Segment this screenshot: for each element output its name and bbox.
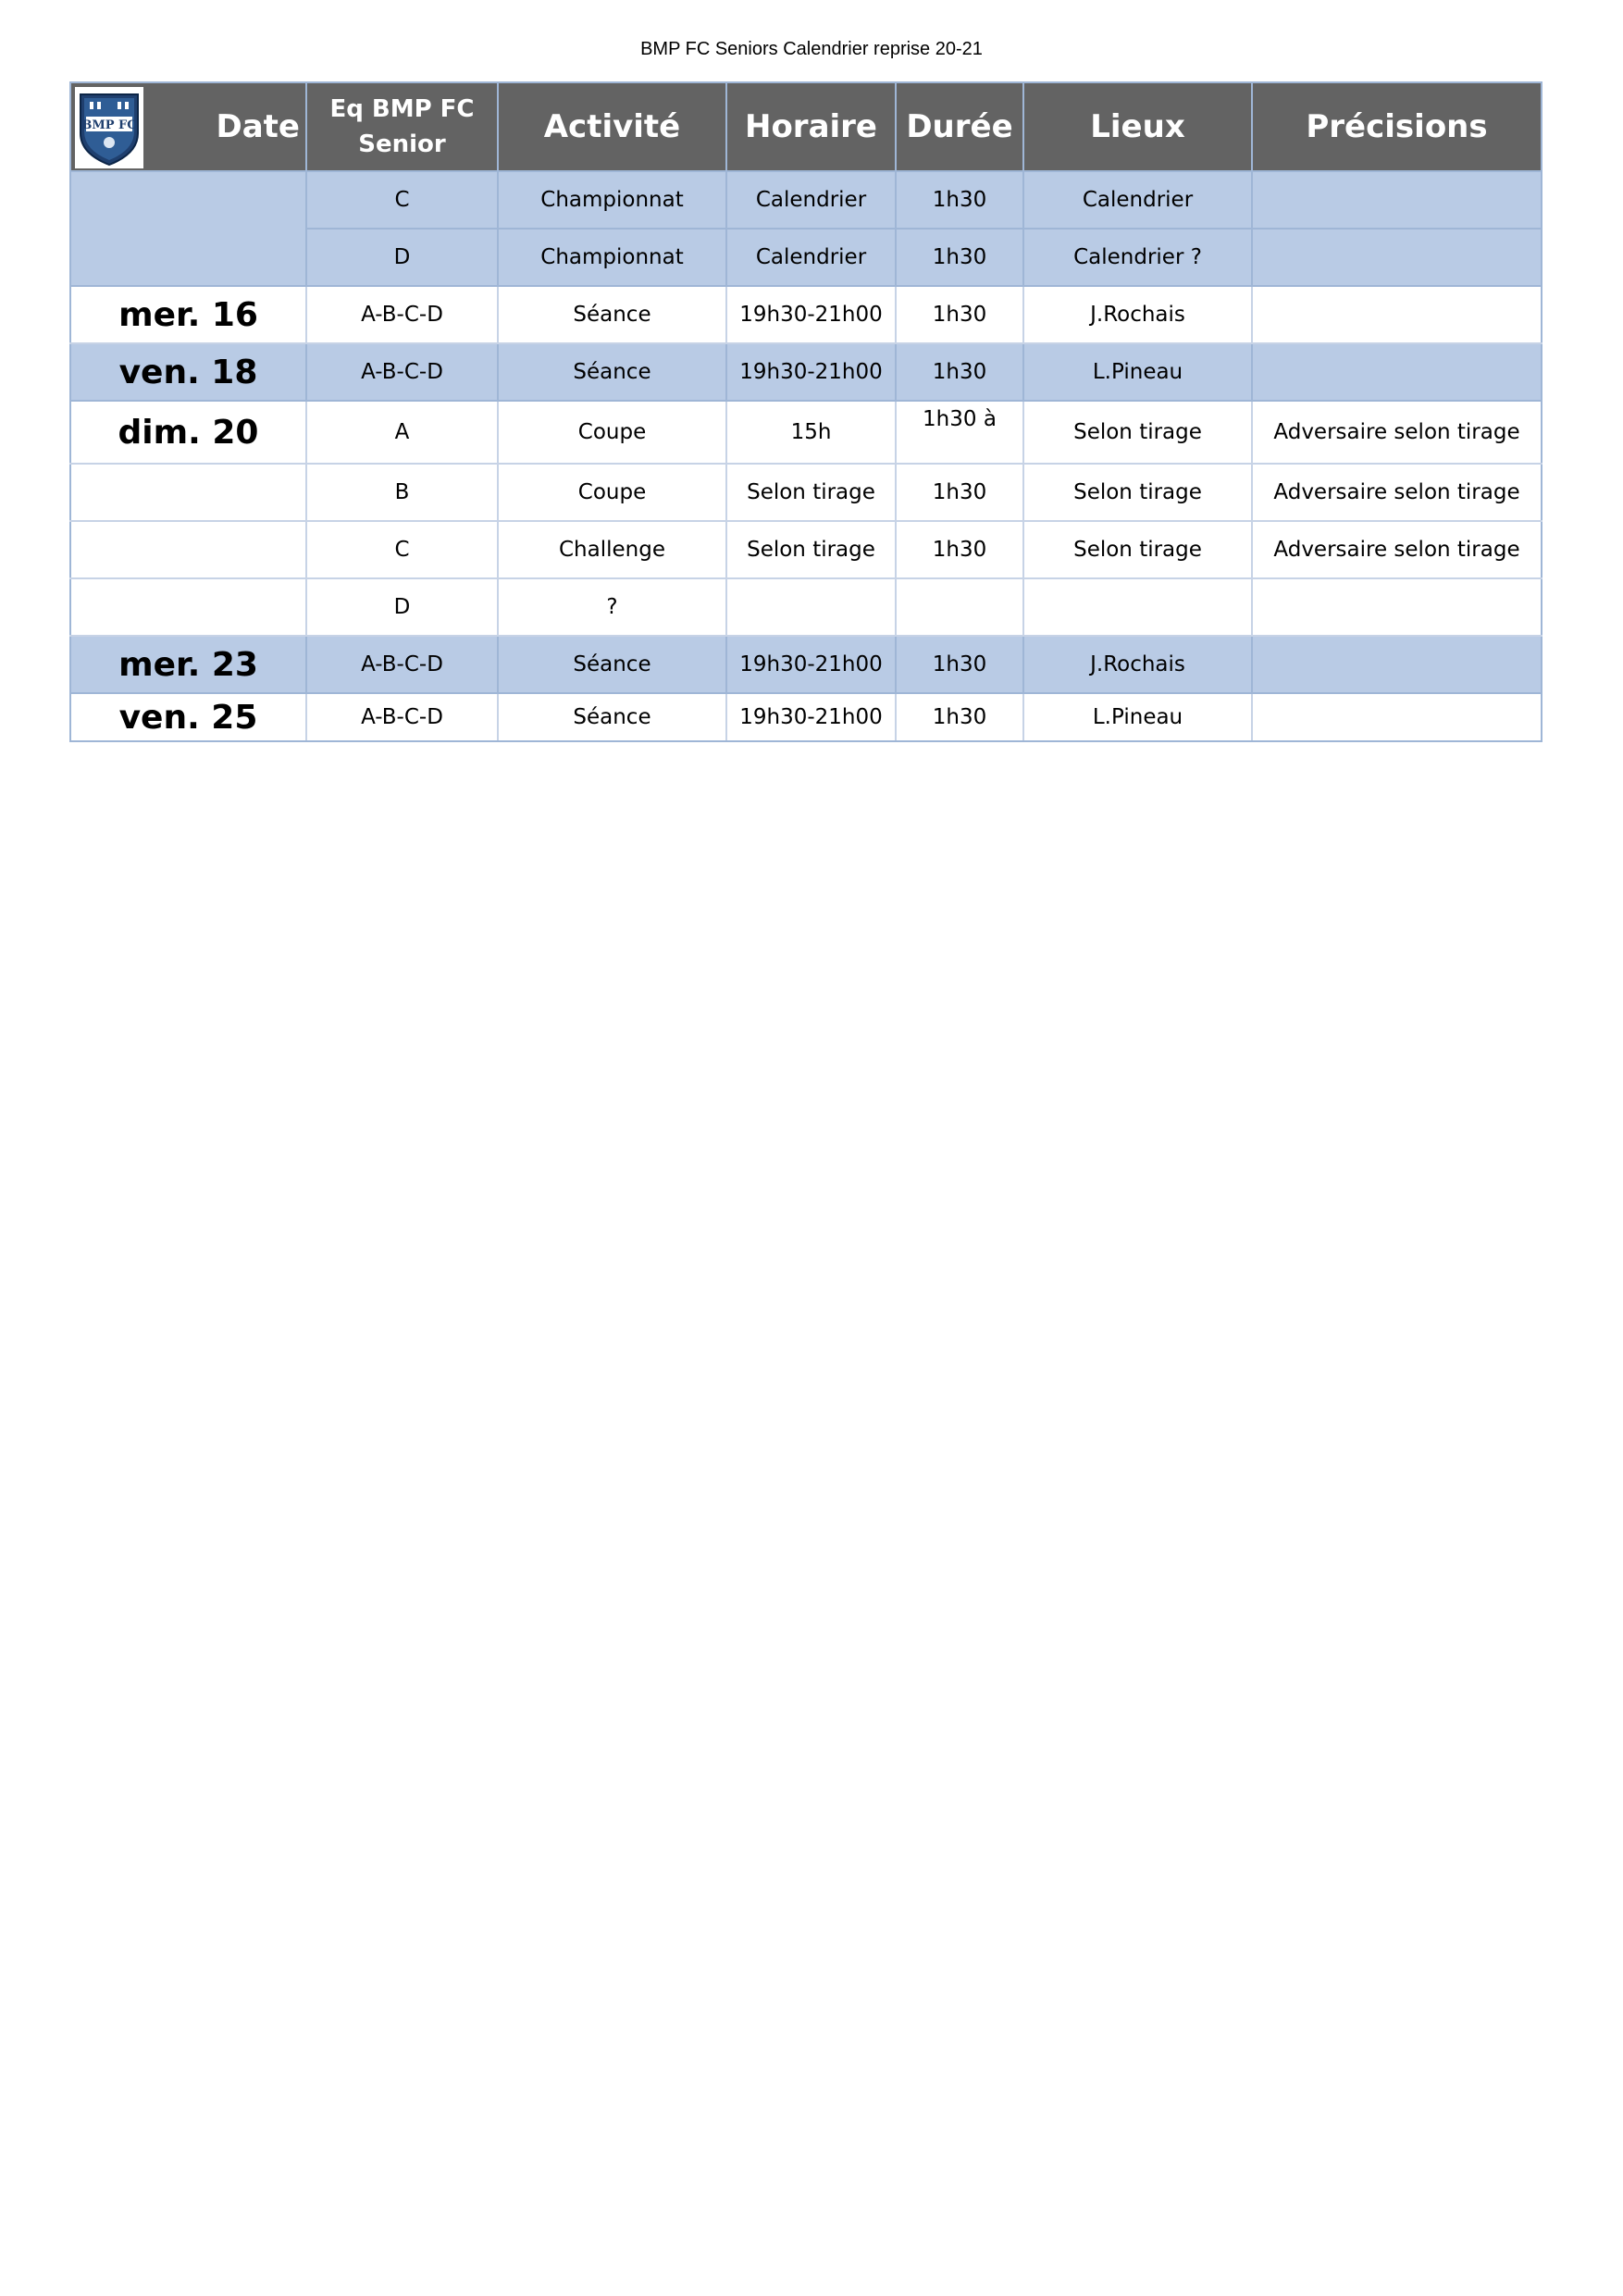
details-cell [1252,229,1542,286]
schedule-sheet [69,81,1541,742]
time-cell: 19h30-21h00 [726,693,896,741]
location-cell: J.Rochais [1023,286,1252,343]
header-date-label: Date [216,108,300,145]
time-cell: 19h30-21h00 [726,286,896,343]
date-cell: dim. 20 [70,401,306,464]
table-row [70,401,1542,464]
details-cell [1252,636,1542,693]
time-cell: Selon tirage [726,521,896,578]
page-title: BMP FC Seniors Calendrier reprise 20-21 [640,39,983,59]
duration-cell: 1h30 [896,343,1023,401]
team-cell: D [306,578,498,636]
duration-cell: 1h30 [896,521,1023,578]
header-date [70,82,306,171]
location-cell: L.Pineau [1023,693,1252,741]
details-cell: Adversaire selon tirage [1252,521,1542,578]
date-cell: ven. 18 [70,343,306,401]
time-cell: 19h30-21h00 [726,636,896,693]
table-row [70,636,1542,693]
header-details: Précisions [1252,82,1542,171]
details-cell: Adversaire selon tirage [1252,464,1542,521]
activity-cell: Coupe [498,401,726,464]
details-cell [1252,343,1542,401]
location-cell: Selon tirage [1023,464,1252,521]
time-cell: Calendrier [726,171,896,229]
team-cell: C [306,171,498,229]
activity-cell: Championnat [498,229,726,286]
table-row [70,578,1542,636]
date-cell: mer. 16 [70,286,306,343]
team-cell: C [306,521,498,578]
duration-cell: 1h30 [896,464,1023,521]
details-cell [1252,171,1542,229]
details-cell [1252,693,1542,741]
header-activity: Activité [498,82,726,171]
location-cell: Calendrier ? [1023,229,1252,286]
time-cell: Calendrier [726,229,896,286]
header-location: Lieux [1023,82,1252,171]
header-team: Eq BMP FC Senior [306,82,498,171]
date-cell [70,464,306,521]
location-cell: J.Rochais [1023,636,1252,693]
location-cell [1023,578,1252,636]
table-row [70,343,1542,401]
location-cell: L.Pineau [1023,343,1252,401]
team-cell: A-B-C-D [306,286,498,343]
time-cell [726,578,896,636]
time-cell: 15h [726,401,896,464]
activity-cell: Séance [498,693,726,741]
activity-cell: ? [498,578,726,636]
table-row [70,464,1542,521]
date-cell [70,521,306,578]
location-cell: Selon tirage [1023,401,1252,464]
date-cell: mer. 23 [70,636,306,693]
location-cell: Calendrier [1023,171,1252,229]
activity-cell: Championnat [498,171,726,229]
duration-cell: 1h30 [896,286,1023,343]
time-cell: 19h30-21h00 [726,343,896,401]
activity-cell: Challenge [498,521,726,578]
location-cell: Selon tirage [1023,521,1252,578]
date-cell [70,171,306,286]
table-row [70,286,1542,343]
activity-cell: Séance [498,636,726,693]
duration-cell: 1h30 [896,693,1023,741]
time-cell: Selon tirage [726,464,896,521]
activity-cell: Séance [498,286,726,343]
activity-cell: Séance [498,343,726,401]
details-cell: Adversaire selon tirage [1252,401,1542,464]
team-cell: A [306,401,498,464]
duration-cell: 1h30 [896,171,1023,229]
team-cell: D [306,229,498,286]
table-row [70,521,1542,578]
header-duration: Durée [896,82,1023,171]
svg-text:BMP FC: BMP FC [81,118,137,132]
club-logo [75,87,143,168]
team-cell: A-B-C-D [306,693,498,741]
duration-cell: 1h30 [896,229,1023,286]
team-cell: A-B-C-D [306,636,498,693]
details-cell [1252,286,1542,343]
details-cell [1252,578,1542,636]
duration-cell: 1h30 [896,636,1023,693]
date-cell: ven. 25 [70,693,306,741]
header-time: Horaire [726,82,896,171]
date-cell [70,578,306,636]
duration-cell [896,578,1023,636]
team-cell: B [306,464,498,521]
table-row [70,693,1542,741]
table-row [70,171,1542,229]
header-row [70,82,1542,171]
duration-cell: 1h30 à [896,401,1023,464]
activity-cell: Coupe [498,464,726,521]
schedule-table [69,81,1542,742]
team-cell: A-B-C-D [306,343,498,401]
